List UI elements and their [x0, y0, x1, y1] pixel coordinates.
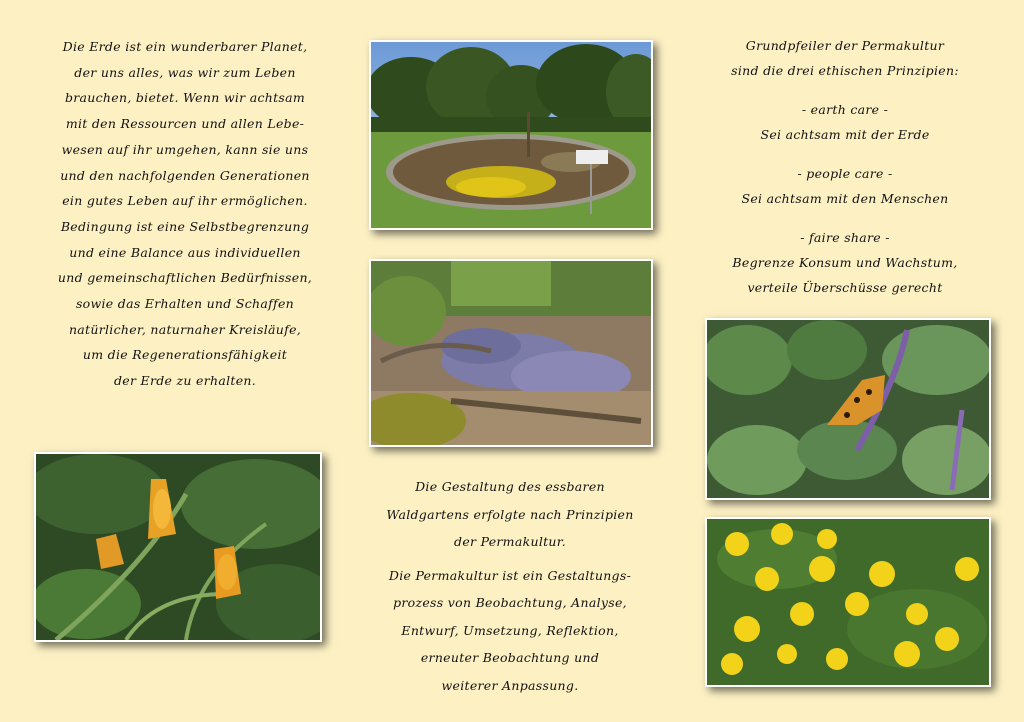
text-line: und eine Balance aus individuellen [69, 244, 301, 260]
photo-garden-bed [369, 40, 653, 230]
text-line: erneuter Beobachtung und [420, 650, 600, 665]
principle-heading: - earth care - [801, 102, 889, 117]
photo-lavender-path [369, 259, 653, 447]
text-line: verteile Überschüsse gerecht [747, 280, 943, 295]
text-line: wesen auf ihr umgehen, kann sie uns [61, 141, 309, 157]
text-line: Die Gestaltung des essbaren [415, 479, 605, 494]
text-line: der Permakultur. [454, 534, 566, 549]
text-line: natürlicher, naturnaher Kreisläufe, [68, 321, 302, 337]
text-line: und den nachfolgenden Generationen [60, 167, 310, 183]
text-line: Entwurf, Umsetzung, Reflektion, [401, 622, 619, 638]
text-line: brauchen, bietet. Wenn wir achtsam [64, 90, 306, 106]
photo-basil-butterfly [705, 318, 991, 500]
photo-yellow-flowers [705, 517, 991, 687]
text-line: prozess von Beobachtung, Analyse, [393, 595, 627, 610]
text-line: Bedingung ist eine Selbstbegrenzung [60, 218, 310, 234]
principle-heading: - faire share - [800, 230, 890, 245]
text-line: Sei achtsam mit den Menschen [741, 191, 949, 206]
principles-text-block [695, 33, 995, 300]
photo-zucchini-flowers [34, 452, 322, 642]
text-line: weiterer Anpassung. [441, 677, 579, 693]
principle-heading: - people care - [797, 166, 893, 181]
text-line: mit den Ressourcen und allen Lebe- [65, 116, 305, 132]
text-line: sind die drei ethischen Prinzipien: [731, 63, 959, 78]
text-line: um die Regenerationsfähigkeit [82, 347, 288, 363]
text-line: und gemeinschaftlichen Bedürfnissen, [57, 270, 313, 286]
text-line: Sei achtsam mit der Erde [760, 127, 930, 142]
text-line: der Erde zu erhalten. [113, 373, 257, 389]
text-line: Begrenze Konsum und Wachstum, [732, 255, 958, 270]
text-line: Grundpfeiler der Permakultur [745, 38, 945, 53]
text-line: sowie das Erhalten und Schaffen [75, 296, 295, 312]
text-line: ein gutes Leben auf ihr ermöglichen. [62, 193, 308, 209]
text-line: Waldgartens erfolgte nach Prinzipien [386, 506, 634, 522]
text-line: Die Permakultur ist ein Gestaltungs- [388, 567, 632, 583]
design-text-block [360, 473, 660, 699]
text-line: Die Erde ist ein wunderbarer Planet, [62, 39, 308, 54]
intro-text-block [20, 34, 350, 394]
text-line: der uns alles, was wir zum Leben [74, 64, 296, 80]
